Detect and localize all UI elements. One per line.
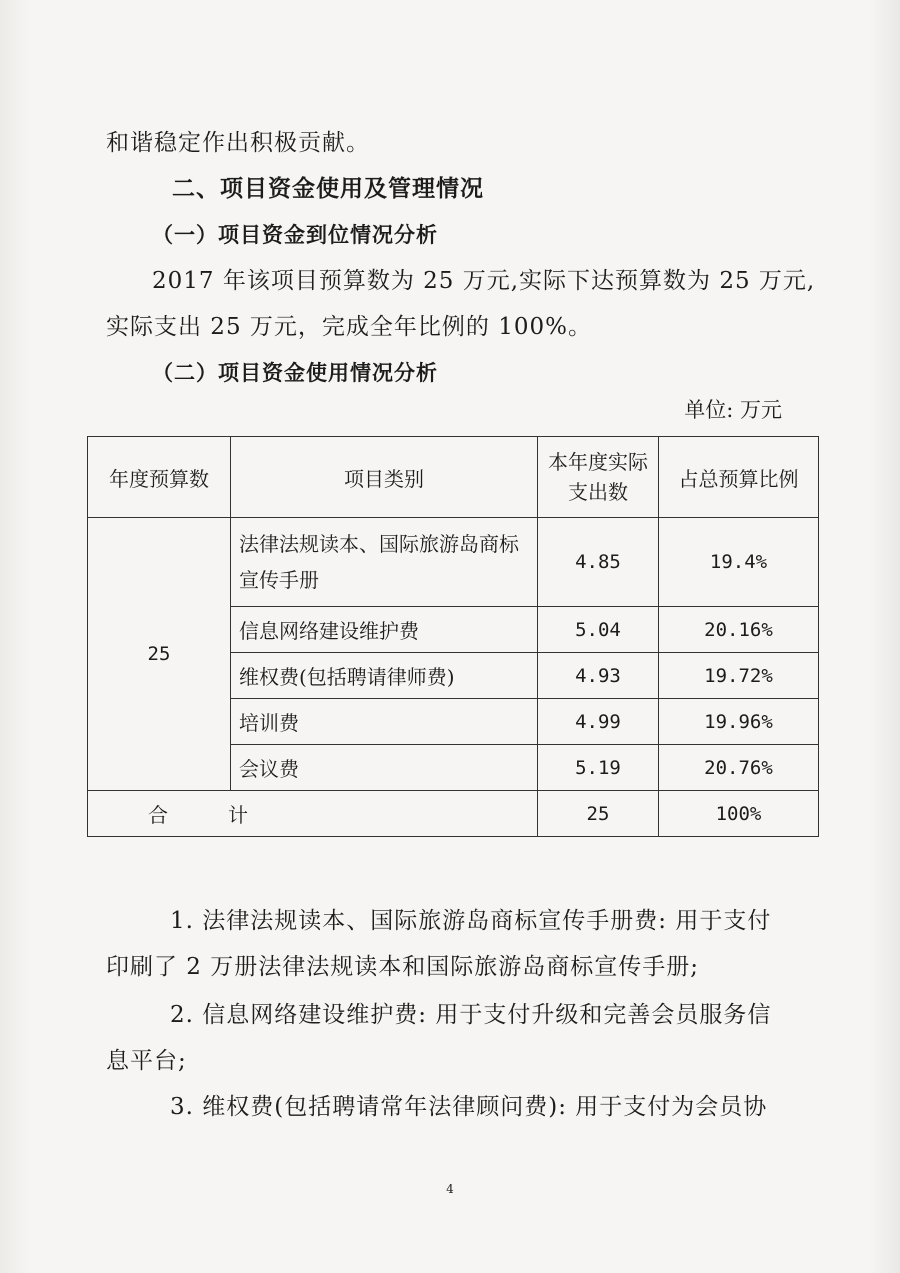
note-1-line: 1. 法律法规读本、国际旅游岛商标宣传手册费: 用于支付: [170, 908, 772, 934]
note-2-line: 息平台;: [106, 1048, 187, 1074]
total-ratio: 100%: [659, 791, 819, 837]
ratio-cell: 19.72%: [659, 653, 819, 699]
ratio-cell: 20.16%: [659, 607, 819, 653]
actual-cell: 4.93: [538, 653, 659, 699]
note-3-line: 3. 维权费(包括聘请常年法律顾问费): 用于支付为会员协: [170, 1094, 768, 1120]
subsection-heading-1: （一）项目资金到位情况分析: [152, 223, 438, 247]
header-actual: 本年度实际支出数: [538, 437, 659, 518]
note-1-line: 印刷了 2 万册法律法规读本和国际旅游岛商标宣传手册;: [106, 954, 700, 980]
paragraph-tail: 和谐稳定作出积极贡献。: [106, 130, 370, 156]
category-cell: 信息网络建设维护费: [231, 607, 538, 653]
paragraph-line: 实际支出 25 万元，完成全年比例的 100%。: [106, 314, 592, 340]
header-ratio: 占总预算比例: [659, 437, 819, 518]
ratio-cell: 19.4%: [659, 518, 819, 607]
table-total-row: [88, 791, 819, 837]
subsection-heading-2: （二）项目资金使用情况分析: [152, 361, 438, 385]
total-label: 合 计: [88, 791, 538, 837]
table-header-row: [88, 437, 819, 518]
header-category: 项目类别: [231, 437, 538, 518]
header-annual-budget: 年度预算数: [88, 437, 231, 518]
budget-value-cell: 25: [88, 518, 231, 791]
actual-cell: 5.04: [538, 607, 659, 653]
paragraph-line: 2017 年该项目预算数为 25 万元,实际下达预算数为 25 万元,: [152, 268, 816, 294]
ratio-cell: 19.96%: [659, 699, 819, 745]
actual-cell: 4.99: [538, 699, 659, 745]
actual-cell: 4.85: [538, 518, 659, 607]
category-cell: 培训费: [231, 699, 538, 745]
category-cell: 维权费(包括聘请律师费): [231, 653, 538, 699]
ratio-cell: 20.76%: [659, 745, 819, 791]
actual-cell: 5.19: [538, 745, 659, 791]
budget-table: [87, 436, 819, 837]
total-actual: 25: [538, 791, 659, 837]
section-heading: 二、项目资金使用及管理情况: [172, 176, 484, 202]
category-cell: 会议费: [231, 745, 538, 791]
category-cell: 法律法规读本、国际旅游岛商标宣传手册: [231, 518, 538, 607]
unit-label: 单位: 万元: [684, 398, 782, 422]
note-2-line: 2. 信息网络建设维护费: 用于支付升级和完善会员服务信: [170, 1002, 772, 1028]
table-row: [88, 518, 819, 607]
page-number: 4: [446, 1182, 454, 1196]
